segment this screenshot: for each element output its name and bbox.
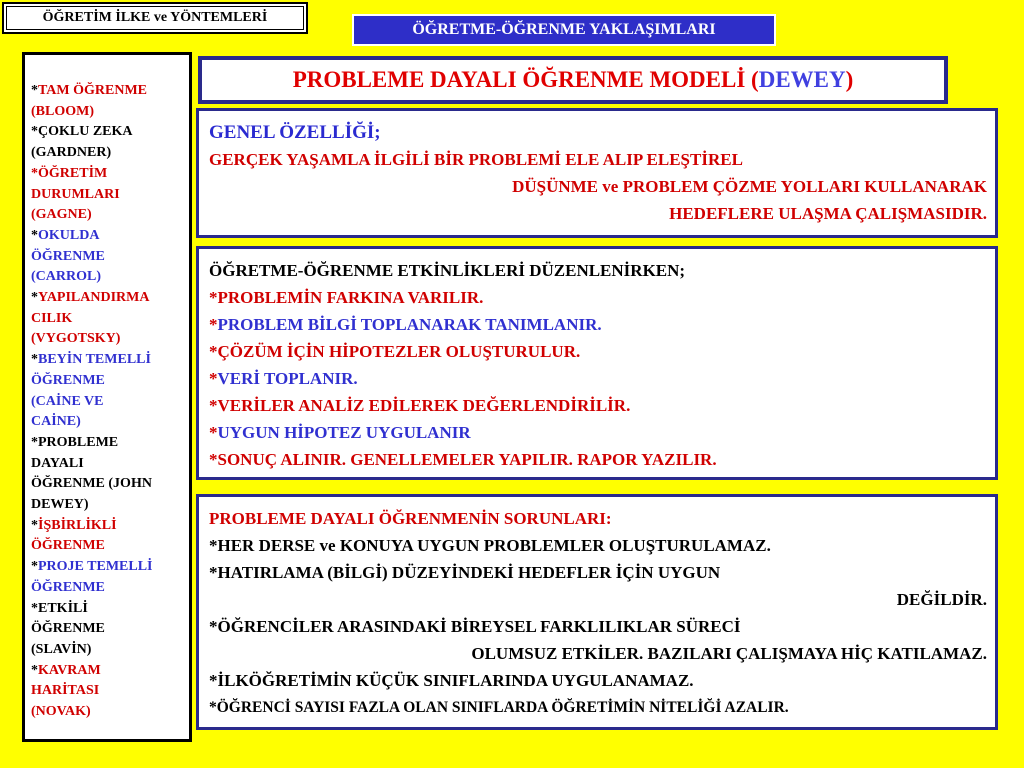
sidebar-text: (GARDNER) (31, 145, 112, 161)
sidebar-line (31, 164, 189, 185)
approaches-sidebar (22, 52, 192, 742)
activity-text: SONUÇ ALINIR. GENELLEMELER YAPILIR. RAPOR YAZILIR. (217, 450, 717, 469)
activity-text: PROBLEM BİLGİ TOPLANARAK TANIMLANIR. (217, 315, 602, 334)
activity-step (209, 311, 987, 338)
activity-text: PROBLEMİN FARKINA VARILIR. (217, 288, 484, 307)
sidebar-text: ÖĞRENME (31, 372, 105, 388)
sidebar-text: CAİNE) (31, 414, 81, 430)
sidebar-line (31, 433, 189, 454)
general-features-line-3: HEDEFLERE ULAŞMA ÇALIŞMASIDIR. (669, 204, 987, 223)
sidebar-text: *PROBLEME (31, 434, 119, 450)
sidebar-line (31, 350, 189, 371)
sidebar-line (31, 536, 189, 557)
sidebar-text: HARİTASI (31, 683, 100, 699)
sidebar-text: (CAİNE VE (31, 393, 104, 409)
sidebar-text: (VYGOTSKY) (31, 331, 121, 347)
activity-star: * (209, 423, 218, 442)
sidebar-text: *ETKİLİ (31, 600, 88, 616)
sidebar-line (31, 661, 189, 682)
sidebar-text: ÖĞRENME (31, 579, 105, 595)
sidebar-text: ÖĞRENME (31, 621, 105, 637)
problems-line-7: *ÖĞRENCİ SAYISI FAZLA OLAN SINIFLARDA ÖĞRETİMİN NİTELİĞİ AZALIR. (209, 699, 789, 716)
sidebar-line (31, 681, 189, 702)
sidebar-line (31, 474, 189, 495)
sidebar-line (31, 329, 189, 350)
sidebar-text: CILIK (31, 310, 73, 326)
activity-star: * (209, 450, 218, 469)
general-features-panel (196, 108, 998, 238)
section-title-box (352, 14, 776, 46)
activity-star: * (209, 342, 218, 361)
activity-step (209, 284, 987, 311)
sidebar-text: *ÇOKLU ZEKA (31, 124, 133, 140)
sidebar-line (31, 495, 189, 516)
activity-star: * (209, 315, 218, 334)
sidebar-line (31, 702, 189, 723)
slide-title (198, 56, 948, 104)
sidebar-text: (GAGNE) (31, 207, 92, 223)
problems-line-1: *HER DERSE ve KONUYA UYGUN PROBLEMLER OLUŞTURULAMAZ. (209, 536, 771, 555)
sidebar-star: * (31, 227, 38, 243)
sidebar-line (31, 557, 189, 578)
slide-title-main: PROBLEME DAYALI ÖĞRENME MODELİ ( (292, 67, 759, 92)
activities-heading: ÖĞRETME-ÖĞRENME ETKİNLİKLERİ DÜZENLENİRKEN; (209, 261, 686, 280)
problems-heading: PROBLEME DAYALI ÖĞRENMENİN SORUNLARI: (209, 509, 612, 528)
section-title: ÖĞRETME-ÖĞRENME YAKLAŞIMLARI (412, 21, 716, 38)
problems-line-6: *İLKÖĞRETİMİN KÜÇÜK SINIFLARINDA UYGULANAMAZ. (209, 671, 694, 690)
general-features-heading: GENEL ÖZELLİĞİ; (209, 122, 381, 143)
sidebar-text: PROJE TEMELLİ (38, 559, 153, 575)
activity-star: * (209, 369, 218, 388)
slide-title-end: ) (845, 67, 854, 92)
sidebar-line (31, 371, 189, 392)
sidebar-star: * (31, 517, 38, 533)
activity-step (209, 446, 987, 473)
activity-text: ÇÖZÜM İÇİN HİPOTEZLER OLUŞTURULUR. (217, 342, 581, 361)
sidebar-line (31, 309, 189, 330)
sidebar-line (31, 619, 189, 640)
general-features-line-2: DÜŞÜNME ve PROBLEM ÇÖZME YOLLARI KULLANARAK (512, 177, 987, 196)
sidebar-line (31, 205, 189, 226)
course-title: ÖĞRETİM İLKE ve YÖNTEMLERİ (42, 10, 268, 25)
sidebar-text: KAVRAM (38, 662, 101, 678)
sidebar-line (31, 226, 189, 247)
activity-step (209, 338, 987, 365)
activity-text: VERİLER ANALİZ EDİLEREK DEĞERLENDİRİLİR. (217, 396, 631, 415)
sidebar-text: İŞBİRLİKLİ (38, 517, 117, 533)
activity-step (209, 392, 987, 419)
activities-panel (196, 246, 998, 480)
activity-text: VERİ TOPLANIR. (217, 369, 358, 388)
slide-title-highlight: DEWEY (758, 67, 846, 92)
sidebar-text: *ÖĞRETİM (31, 165, 108, 181)
sidebar-star: * (31, 83, 38, 98)
problems-line-2: *HATIRLAMA (BİLGİ) DÜZEYİNDEKİ HEDEFLER İÇİN UYGUN (209, 563, 721, 582)
sidebar-text: DEWEY) (31, 497, 89, 513)
sidebar-text: (NOVAK) (31, 704, 91, 720)
course-title-box (2, 2, 308, 34)
problems-line-4: *ÖĞRENCİLER ARASINDAKİ BİREYSEL FARKLILIKLAR SÜRECİ (209, 617, 741, 636)
activity-step (209, 419, 987, 446)
sidebar-text: ÖĞRENME (JOHN (31, 476, 152, 492)
sidebar-text: YAPILANDIRMA (38, 290, 150, 306)
sidebar-line (31, 102, 189, 123)
sidebar-line (31, 516, 189, 537)
sidebar-line (31, 122, 189, 143)
problems-panel (196, 494, 998, 730)
sidebar-text: OKULDA (38, 227, 100, 243)
sidebar-text: ÖĞRENME (31, 538, 105, 554)
sidebar-text: BEYİN TEMELLİ (38, 352, 151, 368)
problems-line-3: DEĞİLDİR. (896, 590, 987, 609)
problems-line-5: OLUMSUZ ETKİLER. BAZILARI ÇALIŞMAYA HİÇ KATILAMAZ. (471, 644, 987, 663)
sidebar-line (31, 81, 189, 102)
activity-text: UYGUN HİPOTEZ UYGULANIR (217, 423, 471, 442)
sidebar-text: ÖĞRENME (31, 248, 105, 264)
sidebar-text: (CARROL) (31, 269, 101, 285)
sidebar-text: DAYALI (31, 455, 84, 471)
sidebar-text: DURUMLARI (31, 186, 120, 202)
sidebar-star: * (31, 559, 38, 575)
activity-star: * (209, 288, 218, 307)
sidebar-line (31, 412, 189, 433)
sidebar-line (31, 640, 189, 661)
sidebar-line (31, 267, 189, 288)
sidebar-text: TAM ÖĞRENME (38, 83, 148, 98)
sidebar-text: (BLOOM) (31, 103, 94, 119)
sidebar-line (31, 599, 189, 620)
sidebar-line (31, 392, 189, 413)
sidebar-line (31, 288, 189, 309)
sidebar-star: * (31, 290, 38, 306)
sidebar-line (31, 143, 189, 164)
activity-step (209, 365, 987, 392)
sidebar-line (31, 185, 189, 206)
sidebar-star: * (31, 352, 38, 368)
sidebar-line (31, 247, 189, 268)
sidebar-text: (SLAVİN) (31, 641, 92, 657)
activity-star: * (209, 396, 218, 415)
sidebar-line (31, 578, 189, 599)
sidebar-star: * (31, 662, 38, 678)
sidebar-line (31, 454, 189, 475)
general-features-line-1: GERÇEK YAŞAMLA İLGİLİ BİR PROBLEMİ ELE ALIP ELEŞTİREL (209, 150, 743, 169)
